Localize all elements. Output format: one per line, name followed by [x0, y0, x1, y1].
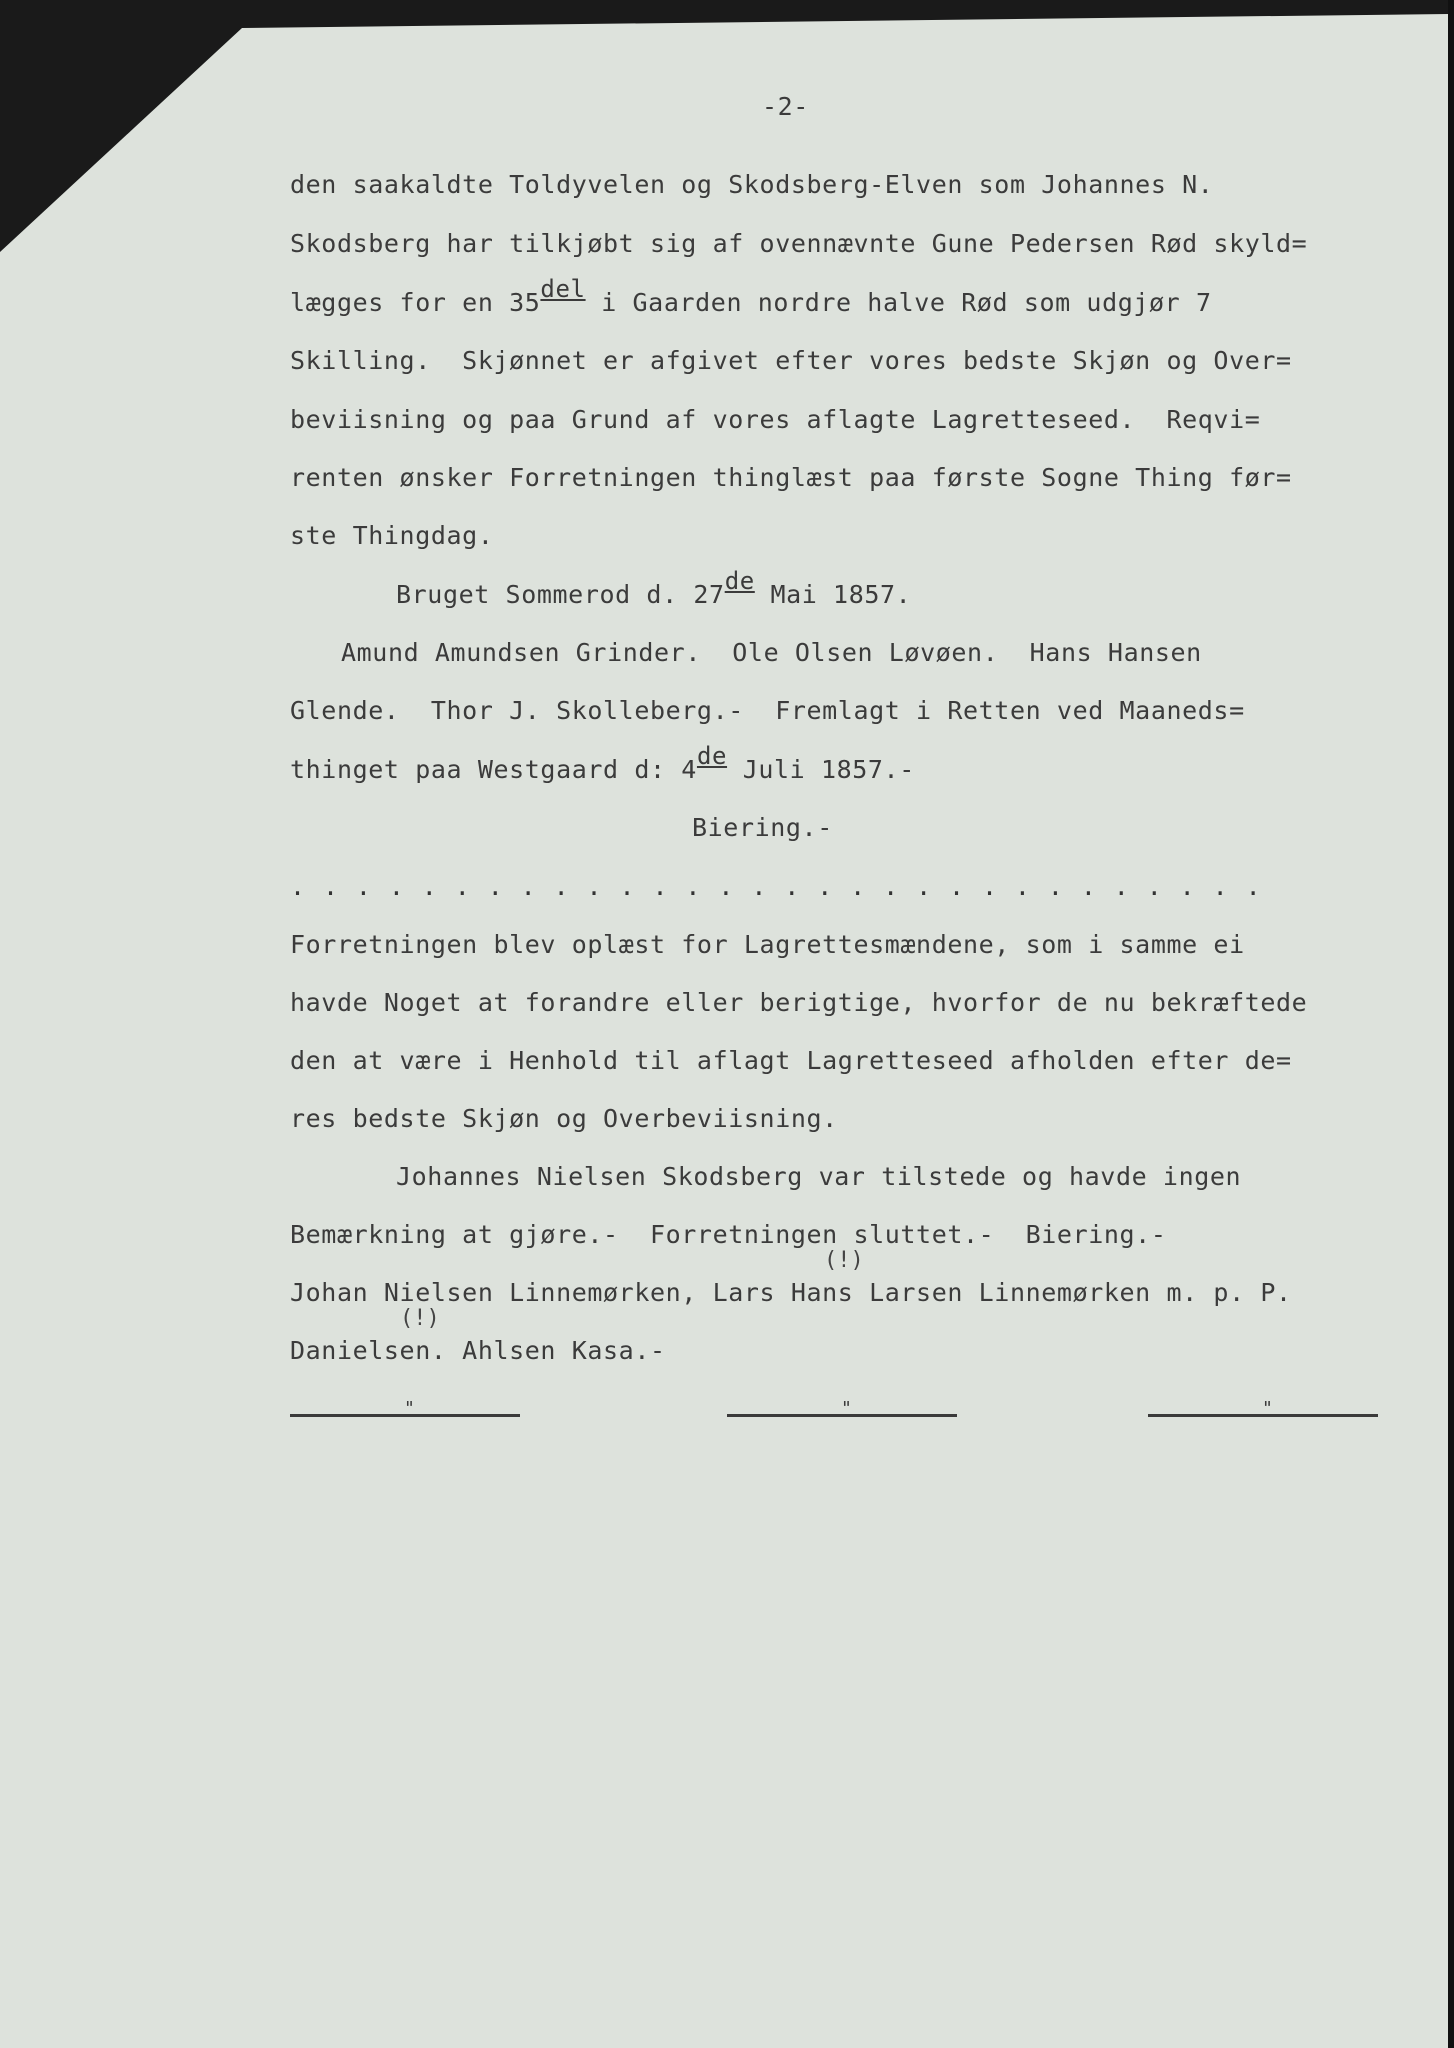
- text-line-5: beviisning og paa Grund af vores aflagte Lagretteseed. Reqvi=: [290, 405, 1261, 434]
- page-number: -2-: [762, 92, 809, 121]
- text-line-6: renten ønsker Forretningen thinglæst paa første Sogne Thing før=: [290, 463, 1292, 492]
- para3-line-2: Bemærkning at gjøre.- Forretningen sluttet.- Biering.-: [290, 1220, 1167, 1249]
- para2-line-3: den at være i Henhold til aflagt Lagretteseed afholden efter de=: [290, 1046, 1292, 1075]
- text-line-1: den saakaldte Toldyvelen og Skodsberg-Elven som Johannes N.: [290, 170, 1214, 199]
- ditto-mark-3: ": [1262, 1398, 1273, 1419]
- signers-line-2: Glende. Thor J. Skolleberg.- Fremlagt i Retten ved Maaneds=: [290, 696, 1245, 725]
- ditto-mark-1: ": [404, 1398, 415, 1419]
- scan-border: [1448, 0, 1454, 2048]
- dotted-separator: ..............................: [290, 872, 1279, 901]
- editor-mark-1: (!): [824, 1248, 864, 1273]
- ditto-mark-2: ": [841, 1398, 852, 1419]
- place-date-pre: Bruget Sommerod d. 27: [396, 580, 725, 609]
- place-date-line: [396, 567, 912, 609]
- signers-line-1: Amund Amundsen Grinder. Ole Olsen Løvøen. Hans Hansen: [341, 638, 1202, 667]
- para2-line-4: res bedste Skjøn og Overbeviisning.: [290, 1104, 838, 1133]
- place-date-post: Mai 1857.: [754, 580, 912, 609]
- thinget-pre: thinget paa Westgaard d: 4: [290, 755, 697, 784]
- text-line-4: Skilling. Skjønnet er afgivet efter vores bedste Skjøn og Over=: [290, 346, 1292, 375]
- text-line-3b: i Gaarden nordre halve Rød som udgjør 7: [585, 288, 1212, 317]
- thinget-line: [290, 742, 915, 784]
- para2-line-2: havde Noget at forandre eller berigtige, hvorfor de nu bekræftede: [290, 988, 1308, 1017]
- biering-signature: Biering.-: [692, 813, 833, 842]
- para2-line-1: Forretningen blev oplæst for Lagrettesmændene, som i samme ei: [290, 930, 1245, 959]
- para3-line-3: Johan Nielsen Linnemørken, Lars Hans Larsen Linnemørken m. p. P.: [290, 1278, 1292, 1307]
- editor-mark-2: (!): [400, 1306, 440, 1331]
- thinget-post: Juli 1857.-: [727, 755, 915, 784]
- text-line-2: Skodsberg har tilkjøbt sig af ovennævnte Gune Pedersen Rød skyld=: [290, 229, 1308, 258]
- thinget-sup: de: [696, 742, 728, 770]
- para3-line-4: Danielsen. Ahlsen Kasa.-: [290, 1336, 666, 1365]
- text-line-3a: lægges for en 35: [290, 288, 541, 317]
- place-date-sup: de: [724, 567, 755, 595]
- para3-line-1: Johannes Nielsen Skodsberg var tilstede og havde ingen: [396, 1162, 1242, 1191]
- superscript-del: del: [540, 275, 586, 303]
- text-line-3: [290, 275, 1212, 317]
- text-line-7: ste Thingdag.: [290, 521, 494, 550]
